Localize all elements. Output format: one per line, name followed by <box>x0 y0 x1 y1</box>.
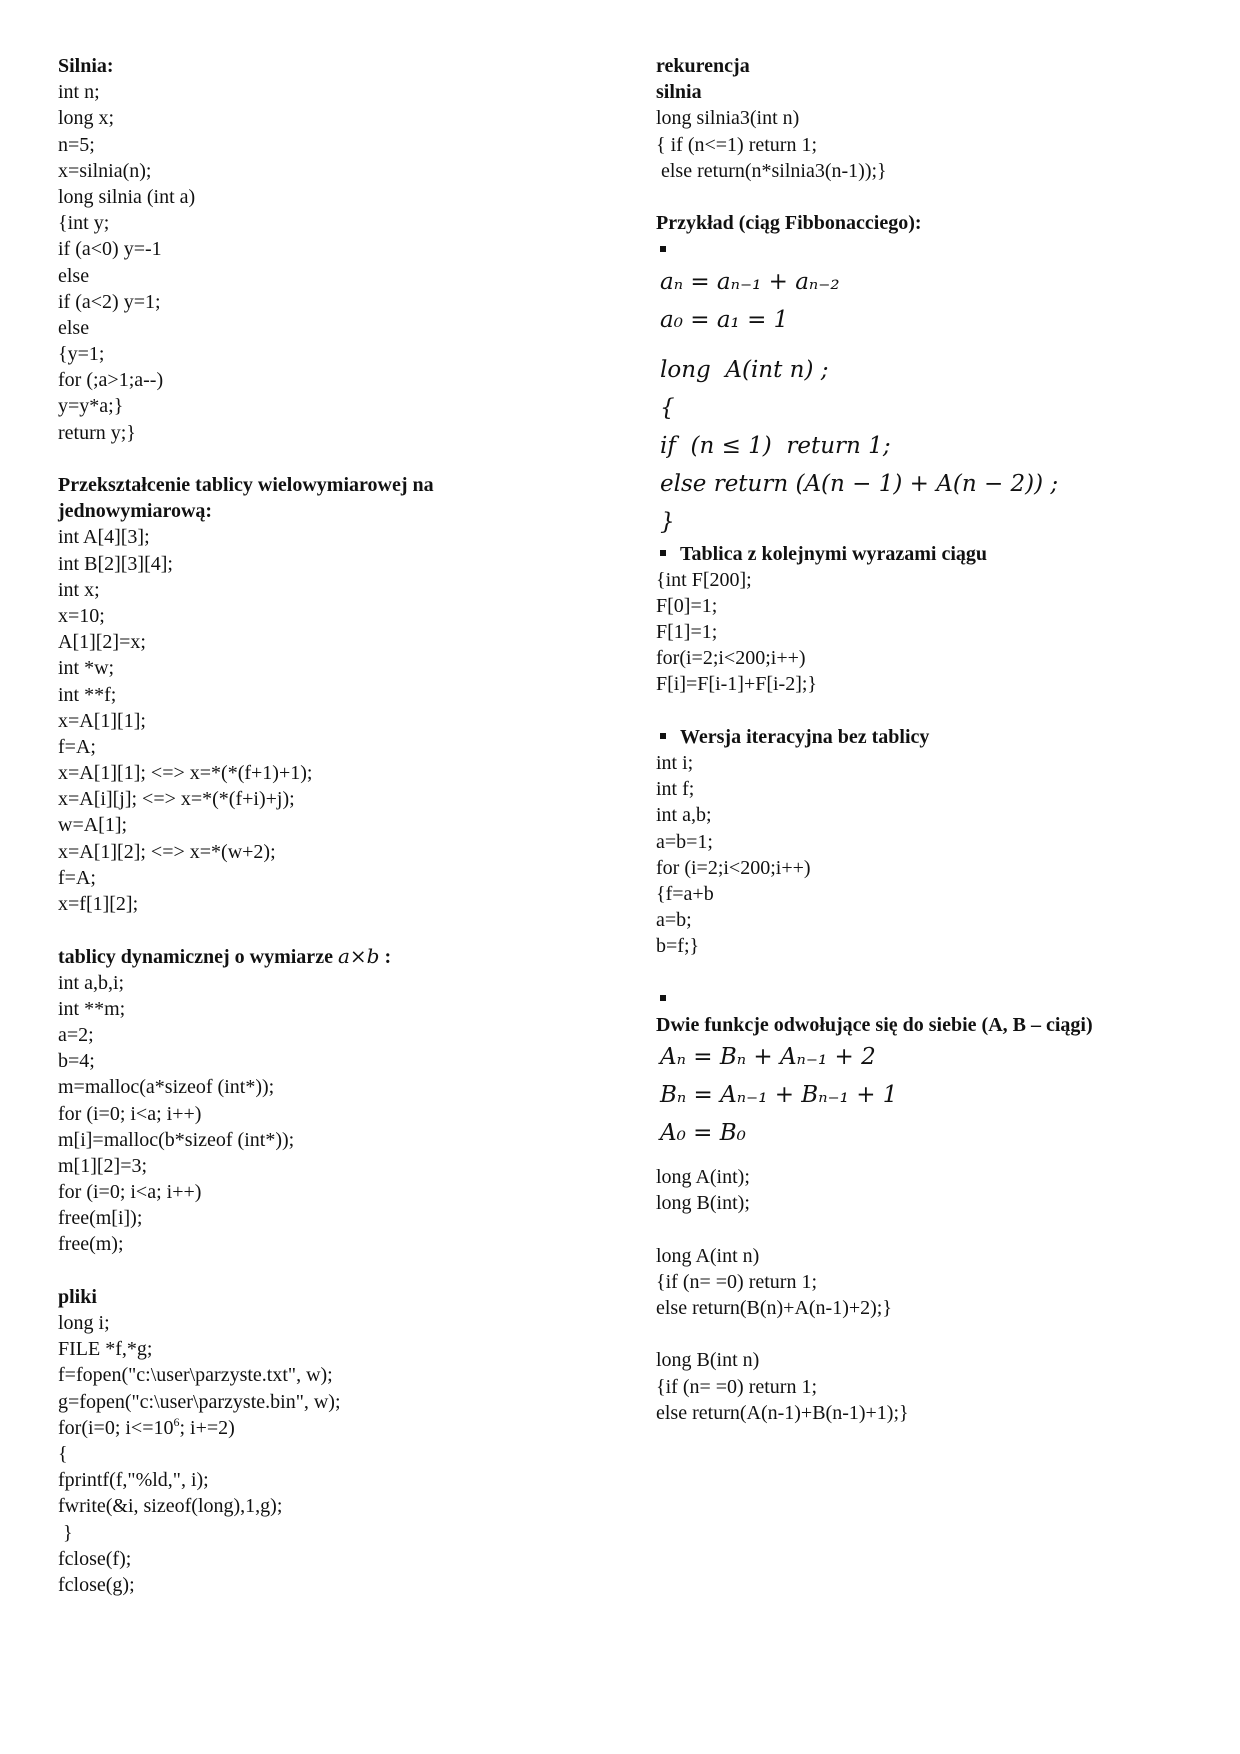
code-line: long i; <box>58 1312 110 1334</box>
rekurencja-code <box>656 105 1216 184</box>
tablica-heading <box>656 541 1216 567</box>
math-line: aₙ = aₙ₋₁ + aₙ₋₂ <box>660 268 840 295</box>
code-line: return y;} <box>58 421 136 444</box>
code-line: long silnia (int a) <box>58 185 196 208</box>
code-line: int B[2][3][4]; <box>58 552 173 575</box>
przeksztalcenie-code <box>58 524 618 917</box>
code-line: m[i]=malloc(b*sizeof (int*)); <box>58 1128 295 1151</box>
code-line: fclose(f); <box>58 1547 132 1570</box>
left-column <box>58 53 618 1598</box>
pliki-code-b <box>58 1441 618 1598</box>
code-line: fclose(g); <box>58 1573 135 1596</box>
code-line: int **f; <box>58 683 117 706</box>
pliki-for-pre: for(i=0; i<=10 <box>58 1416 174 1439</box>
right-column <box>656 53 1216 1426</box>
code-line: {int F[200]; <box>656 568 752 591</box>
code-line: f=A; <box>58 735 96 758</box>
bullet-marker <box>660 733 666 739</box>
pliki-code-a <box>58 1310 618 1415</box>
pliki-for-line <box>58 1415 618 1441</box>
func-b-code <box>656 1347 1216 1426</box>
code-line: {int y; <box>58 212 110 235</box>
code-line: m=malloc(a*sizeof (int*)); <box>58 1076 275 1099</box>
code-line: int i; <box>656 752 694 774</box>
code-line: { if (n<=1) return 1; <box>656 133 818 156</box>
code-line: f=fopen("c:\user\parzyste.txt", w); <box>58 1364 333 1387</box>
dynamiczna-colon: : <box>379 946 392 969</box>
dynamiczna-code <box>58 970 618 1258</box>
bullet-marker <box>660 995 666 1001</box>
silnia-heading: Silnia: <box>58 55 114 77</box>
silnia-rek-heading: silnia <box>656 81 702 104</box>
math-line: long A(int n) ; <box>660 356 829 383</box>
code-line: long B(int n) <box>656 1349 760 1372</box>
code-line: fwrite(&i, sizeof(long),1,g); <box>58 1495 283 1518</box>
math-line: A₀ = B₀ <box>660 1120 746 1147</box>
code-line: b=4; <box>58 1050 95 1073</box>
code-line: long A(int n) <box>656 1244 760 1267</box>
math-line: { <box>660 394 675 421</box>
code-line: int n; <box>58 81 100 104</box>
iteracyjna-heading <box>656 724 1216 750</box>
code-line: {y=1; <box>58 343 105 366</box>
code-line: long B(int); <box>656 1192 750 1215</box>
code-line: FILE *f,*g; <box>58 1338 153 1361</box>
code-line: for (i=0; i<a; i++) <box>58 1181 202 1204</box>
iteracyjna-code <box>656 750 1216 960</box>
code-line: else <box>58 264 90 287</box>
code-line: for(i=2;i<200;i++) <box>656 647 806 670</box>
code-line: b=f;} <box>656 935 700 958</box>
math-line: a₀ = a₁ = 1 <box>660 306 789 333</box>
code-line: {if (n= =0) return 1; <box>656 1270 818 1293</box>
dynamiczna-dim-math: a×b <box>337 944 380 969</box>
code-line: long silnia3(int n) <box>656 107 800 130</box>
silnia-code <box>58 79 618 446</box>
pliki-for-exponent: 6 <box>173 1414 180 1429</box>
dwie-bullet <box>656 986 1216 1012</box>
code-line: int A[4][3]; <box>58 526 150 549</box>
math-line: Aₙ = Bₙ + Aₙ₋₁ + 2 <box>660 1044 876 1071</box>
code-line: long A(int); <box>656 1166 750 1189</box>
code-line: x=A[1][1]; <box>58 709 146 732</box>
code-line: for (;a>1;a--) <box>58 369 164 392</box>
code-line: n=5; <box>58 133 95 156</box>
func-a-code <box>656 1243 1216 1322</box>
code-line: x=silnia(n); <box>58 159 152 182</box>
code-line: {f=a+b <box>656 882 714 905</box>
math-line: } <box>660 508 675 535</box>
code-line: x=A[i][j]; <=> x=*(*(f+i)+j); <box>58 788 295 811</box>
code-line: A[1][2]=x; <box>58 631 146 654</box>
code-line: for (i=0; i<a; i++) <box>58 1102 202 1125</box>
dynamiczna-heading <box>58 943 618 969</box>
code-line: else <box>58 316 90 339</box>
code-line: if (a<0) y=-1 <box>58 238 162 261</box>
fibonacci-bullet <box>656 236 1216 262</box>
przeksztalcenie-heading-line2: jednowymiarową: <box>58 500 213 523</box>
code-line: F[i]=F[i-1]+F[i-2];} <box>656 673 818 696</box>
math-line: if (n ≤ 1) return 1; <box>660 432 891 459</box>
code-line: y=y*a;} <box>58 395 124 418</box>
rekurencja-heading: rekurencja <box>656 55 750 77</box>
pliki-for-post: ; i+=2) <box>179 1416 235 1439</box>
code-line: for (i=2;i<200;i++) <box>656 856 811 879</box>
code-line: {if (n= =0) return 1; <box>656 1375 818 1398</box>
iteracyjna-heading-text: Wersja iteracyjna bez tablicy <box>680 725 930 748</box>
declarations-code <box>656 1164 1216 1216</box>
code-line: else return(B(n)+A(n-1)+2);} <box>656 1297 892 1319</box>
code-line: x=A[1][2]; <=> x=*(w+2); <box>58 840 276 863</box>
code-line: x=A[1][1]; <=> x=*(*(f+1)+1); <box>58 762 313 785</box>
math-line: else return (A(n − 1) + A(n − 2)) ; <box>660 470 1059 497</box>
code-line: long x; <box>58 107 115 130</box>
math-line: Bₙ = Aₙ₋₁ + Bₙ₋₁ + 1 <box>660 1082 898 1109</box>
przeksztalcenie-heading-line1: Przekształcenie tablicy wielowymiarowej na <box>58 474 434 496</box>
code-line: free(m); <box>58 1233 124 1256</box>
bullet-marker <box>660 246 666 252</box>
dynamiczna-heading-text: tablicy dynamicznej o wymiarze <box>58 946 338 969</box>
dwie-funkcje-heading: Dwie funkcje odwołujące się do siebie (A, B – ciągi) <box>656 1013 1093 1036</box>
code-line: m[1][2]=3; <box>58 1154 148 1177</box>
pliki-heading: pliki <box>58 1285 97 1308</box>
fibonacci-function <box>656 351 1216 541</box>
tablica-code <box>656 567 1216 698</box>
code-line: int **m; <box>58 997 126 1020</box>
code-line: free(m[i]); <box>58 1207 143 1230</box>
code-line: int f; <box>656 778 695 801</box>
code-line: w=A[1]; <box>58 814 128 837</box>
code-line: x=f[1][2]; <box>58 893 139 915</box>
dwie-equations <box>656 1038 1216 1152</box>
fibonacci-equations <box>656 263 1216 339</box>
code-line: a=b; <box>656 909 692 932</box>
bullet-marker <box>660 550 666 556</box>
code-line: int a,b,i; <box>58 971 125 994</box>
code-line: int a,b; <box>656 804 712 827</box>
code-line: F[1]=1; <box>656 621 718 644</box>
code-line: { <box>58 1442 68 1465</box>
fibonacci-heading: Przykład (ciąg Fibbonacciego): <box>656 212 922 235</box>
code-line: int x; <box>58 578 100 601</box>
code-line: F[0]=1; <box>656 594 718 617</box>
code-line: a=2; <box>58 1023 94 1046</box>
code-line: g=fopen("c:\user\parzyste.bin", w); <box>58 1390 341 1413</box>
code-line: x=10; <box>58 604 105 627</box>
code-line: int *w; <box>58 657 115 680</box>
tablica-heading-text: Tablica z kolejnymi wyrazami ciągu <box>680 542 988 565</box>
code-line: fprintf(f,"%ld,", i); <box>58 1469 209 1492</box>
code-line: f=A; <box>58 866 96 889</box>
code-line: if (a<2) y=1; <box>58 290 161 313</box>
code-line: } <box>58 1521 73 1544</box>
code-line: else return(A(n-1)+B(n-1)+1);} <box>656 1401 909 1424</box>
code-line: else return(n*silnia3(n-1));} <box>656 159 887 182</box>
code-line: a=b=1; <box>656 830 713 853</box>
